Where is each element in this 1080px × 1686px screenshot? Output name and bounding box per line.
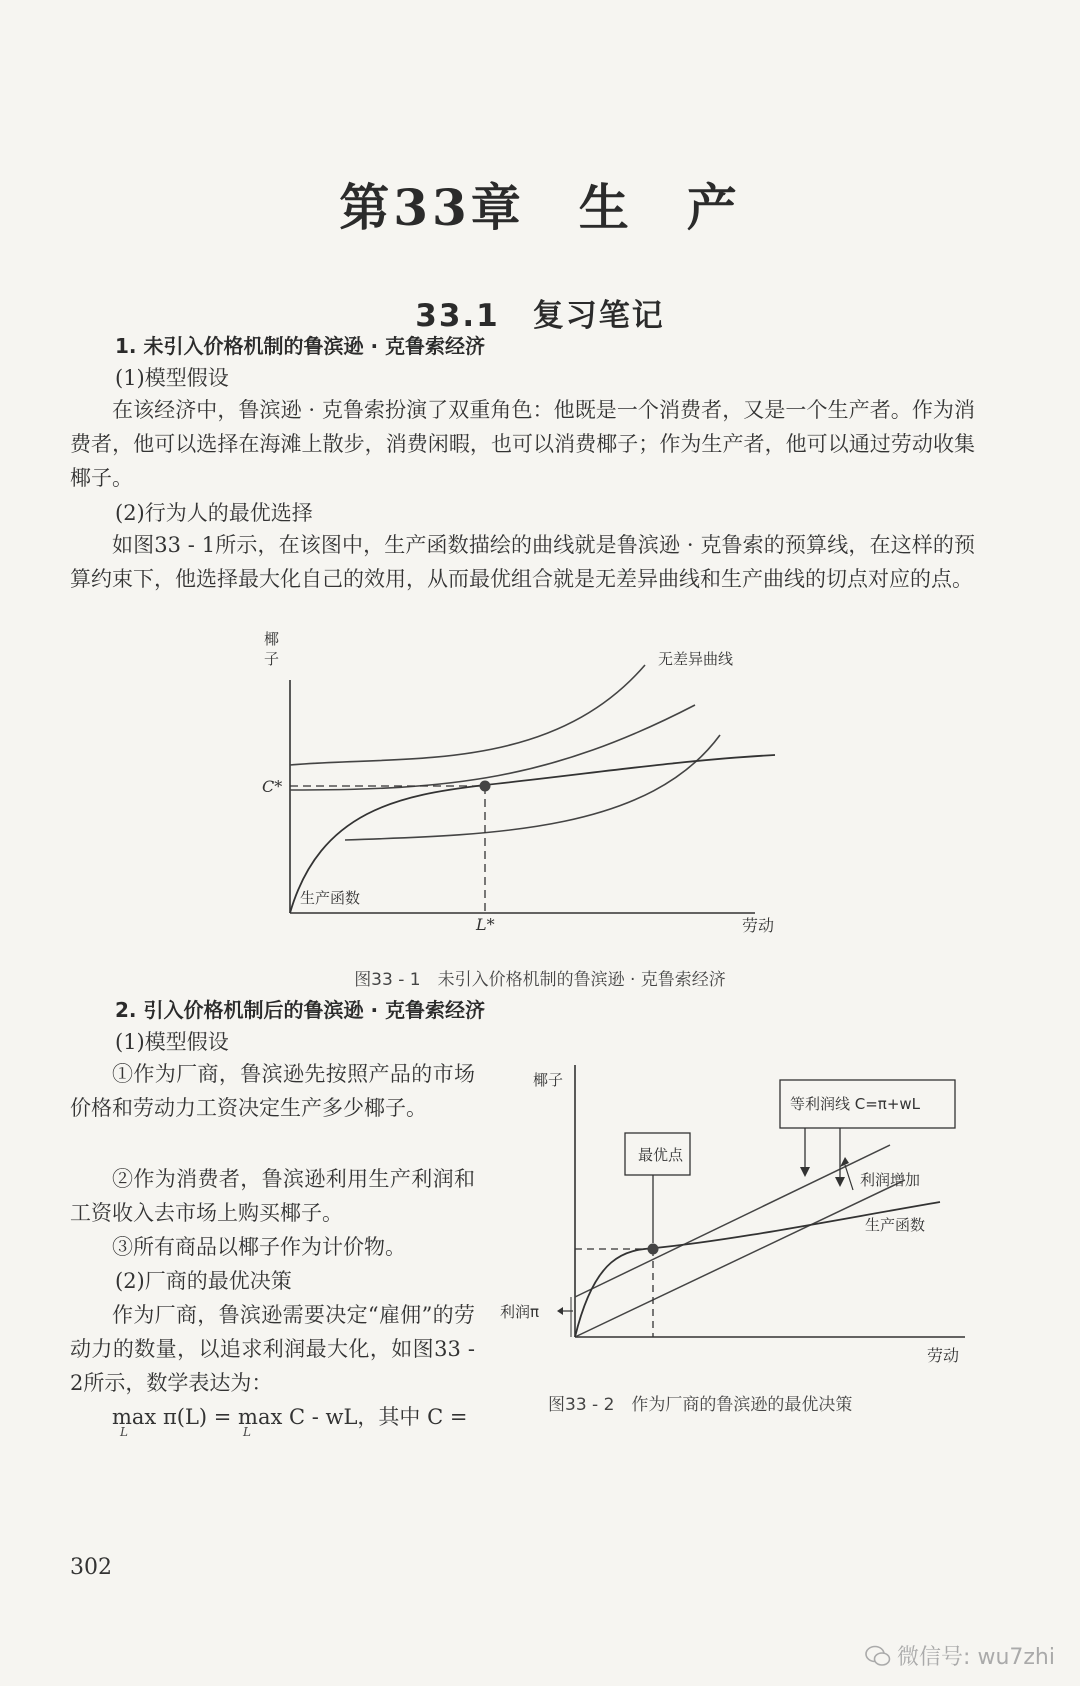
fig1-y-label-1: 椰 <box>264 630 280 648</box>
fig2-prod-label: 生产函数 <box>865 1216 926 1234</box>
iso-profit-label: 等利润线 C=π+wL <box>790 1095 921 1113</box>
formula-subscript-2: L <box>243 1425 251 1439</box>
iso-profit-line-high <box>575 1145 890 1297</box>
formula-text: max π(L) = max C - wL，其中 C = <box>112 1405 468 1429</box>
fig1-indiff-label: 无差异曲线 <box>658 650 734 668</box>
indifference-curve-mid <box>290 705 695 790</box>
profit-pi-label: 利润π <box>500 1303 540 1321</box>
subheading-model-assumption-2: (1)模型假设 <box>115 1030 229 1054</box>
page-number: 302 <box>70 1555 112 1580</box>
figure-33-2 <box>495 1055 975 1375</box>
iso-profit-line-low <box>575 1180 905 1337</box>
heading-2: 2. 引入价格机制后的鲁滨逊 · 克鲁索经济 <box>115 998 485 1022</box>
optimal-point-label: 最优点 <box>638 1146 684 1164</box>
fig2-y-label: 椰子 <box>533 1071 564 1089</box>
paragraph-1: 在该经济中，鲁滨逊 · 克鲁索扮演了双重角色：他既是一个消费者，又是一个生产者。作为消费者，他可以选择在海滩上散步，消费闲暇，也可以消费椰子；作为生产者，他可以通过劳动收集椰子。 <box>70 398 975 490</box>
formula-subscript-1: L <box>120 1425 128 1439</box>
fig1-c-star: C* <box>262 777 283 796</box>
fig1-prod-label: 生产函数 <box>300 889 361 907</box>
figure-33-1 <box>250 630 790 950</box>
fig2-optimal-point <box>648 1244 659 1255</box>
paragraph-3: 作为厂商，鲁滨逊需要决定“雇佣”的劳动力的数量，以追求利润最大化，如图33 - 2所示，数学表达为： <box>70 1303 475 1395</box>
formula <box>112 1400 492 1434</box>
wechat-watermark <box>865 1640 1055 1671</box>
figure-33-2-caption: 图33 - 2 作为厂商的鲁滨逊的最优决策 <box>548 1395 853 1415</box>
subheading-firm-decision: (2)厂商的最优决策 <box>115 1269 292 1293</box>
fig1-l-star: L* <box>476 915 495 934</box>
fig1-optimal-point <box>480 781 491 792</box>
profit-increase-label: 利润增加 <box>860 1171 921 1189</box>
subheading-optimal-choice: (2)行为人的最优选择 <box>115 501 313 525</box>
list-item-3: ③所有商品以椰子作为计价物。 <box>112 1235 406 1259</box>
wechat-icon <box>865 1645 891 1667</box>
fig1-y-label-2: 子 <box>264 650 280 668</box>
list-item-1: ①作为厂商，鲁滨逊先按照产品的市场价格和劳动力工资决定生产多少椰子。 <box>70 1062 475 1120</box>
paragraph-2: 如图33 - 1所示，在该图中，生产函数描绘的曲线就是鲁滨逊 · 克鲁索的预算线，在这样的预算约束下，他选择最大化自己的效用，从而最优组合就是无差异曲线和生产曲线的切点对应的点。 <box>70 533 975 591</box>
production-function-curve <box>290 755 775 913</box>
figure-33-1-caption: 图33 - 1 未引入价格机制的鲁滨逊 · 克鲁索经济 <box>354 970 726 990</box>
fig2-x-label: 劳动 <box>927 1346 960 1365</box>
chapter-title: 第33章 生 产 <box>339 178 741 237</box>
fig1-x-label: 劳动 <box>742 916 775 935</box>
subheading-model-assumption-1: (1)模型假设 <box>115 366 229 390</box>
heading-1: 1. 未引入价格机制的鲁滨逊 · 克鲁索经济 <box>115 334 485 358</box>
list-item-2: ②作为消费者，鲁滨逊利用生产利润和工资收入去市场上购买椰子。 <box>70 1167 475 1225</box>
section-title: 33.1 复习笔记 <box>415 298 665 334</box>
wechat-id: 微信号: wu7zhi <box>897 1645 1055 1670</box>
